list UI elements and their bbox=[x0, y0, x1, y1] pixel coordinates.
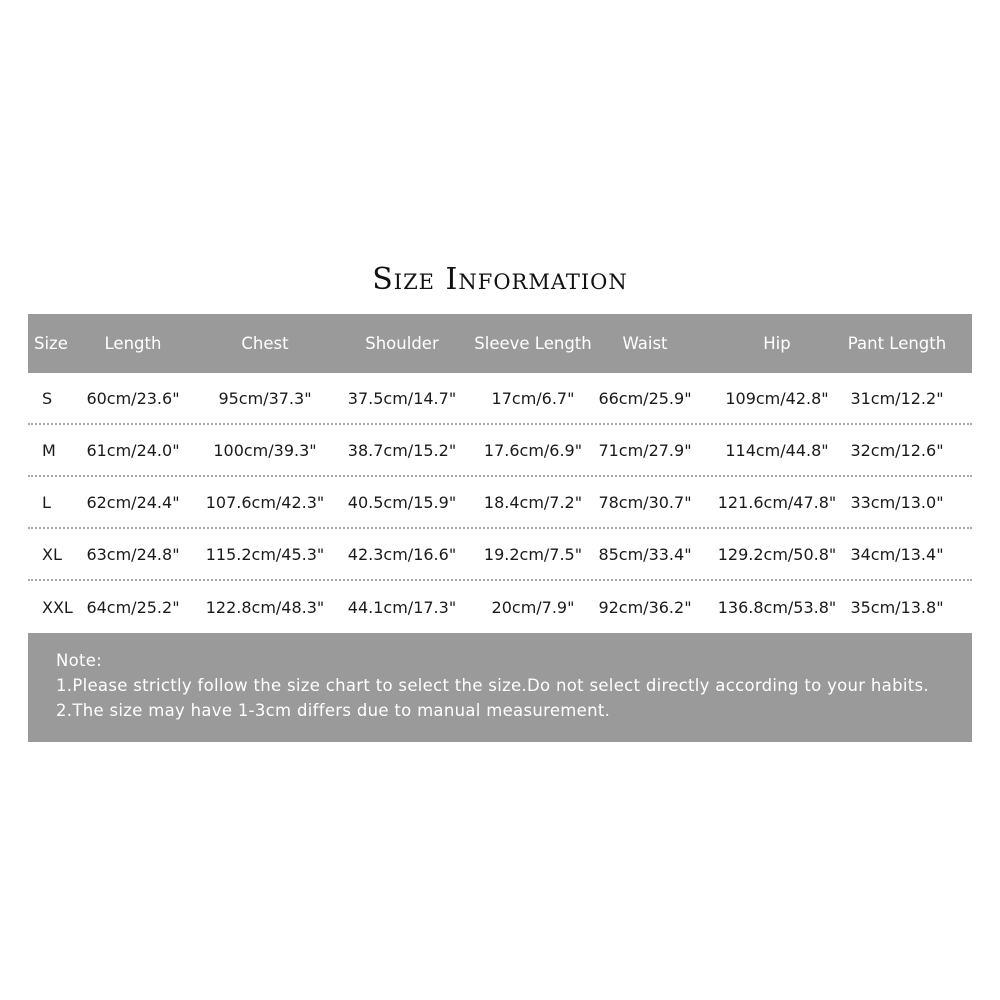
waist-cell: 85cm/33.4" bbox=[598, 544, 692, 564]
sleeve-length-cell: 19.2cm/7.5" bbox=[483, 544, 583, 564]
header-cell-hip: Hip bbox=[763, 334, 791, 353]
note-item: 2.The size may have 1-3cm differs due to manual measurement. bbox=[56, 701, 611, 720]
header-cell-sleeve-length: Sleeve Length bbox=[474, 334, 592, 353]
shoulder-cell: 44.1cm/17.3" bbox=[347, 597, 457, 617]
sleeve-length-cell: 20cm/7.9" bbox=[491, 597, 575, 617]
pant-length-cell: 32cm/12.6" bbox=[850, 440, 944, 460]
shoulder-cell: 40.5cm/15.9" bbox=[347, 492, 457, 512]
pant-length-cell: 35cm/13.8" bbox=[850, 597, 944, 617]
size-cell: M bbox=[42, 440, 56, 460]
length-cell: 61cm/24.0" bbox=[86, 440, 180, 460]
table-row bbox=[28, 477, 972, 529]
notes-heading: Note: bbox=[56, 651, 103, 670]
pant-length-cell: 31cm/12.2" bbox=[850, 388, 944, 408]
size-cell: XXL bbox=[42, 597, 73, 617]
length-cell: 63cm/24.8" bbox=[86, 544, 180, 564]
waist-cell: 71cm/27.9" bbox=[598, 440, 692, 460]
hip-cell: 129.2cm/50.8" bbox=[717, 544, 837, 564]
header-cell-pant-length: Pant Length bbox=[847, 334, 947, 353]
table-row bbox=[28, 581, 972, 633]
page-title: Size Information bbox=[372, 262, 628, 297]
chest-cell: 115.2cm/45.3" bbox=[205, 544, 325, 564]
hip-cell: 109cm/42.8" bbox=[725, 388, 829, 408]
shoulder-cell: 38.7cm/15.2" bbox=[347, 440, 457, 460]
size-cell: S bbox=[42, 388, 53, 408]
chest-cell: 100cm/39.3" bbox=[213, 440, 317, 460]
size-cell: L bbox=[42, 492, 51, 512]
waist-cell: 78cm/30.7" bbox=[598, 492, 692, 512]
notes-panel bbox=[28, 633, 972, 742]
pant-length-cell: 33cm/13.0" bbox=[850, 492, 944, 512]
sleeve-length-cell: 18.4cm/7.2" bbox=[483, 492, 583, 512]
length-cell: 62cm/24.4" bbox=[86, 492, 180, 512]
table-row bbox=[28, 425, 972, 477]
header-cell-size: Size bbox=[34, 334, 68, 353]
shoulder-cell: 42.3cm/16.6" bbox=[347, 544, 457, 564]
length-cell: 64cm/25.2" bbox=[86, 597, 180, 617]
size-cell: XL bbox=[42, 544, 62, 564]
header-cell-chest: Chest bbox=[241, 334, 289, 353]
pant-length-cell: 34cm/13.4" bbox=[850, 544, 944, 564]
table-row bbox=[28, 529, 972, 581]
note-item: 1.Please strictly follow the size chart to select the size.Do not select directly according to your habits. bbox=[56, 676, 929, 695]
waist-cell: 92cm/36.2" bbox=[598, 597, 692, 617]
sleeve-length-cell: 17cm/6.7" bbox=[491, 388, 575, 408]
shoulder-cell: 37.5cm/14.7" bbox=[347, 388, 457, 408]
size-table bbox=[28, 314, 972, 633]
hip-cell: 121.6cm/47.8" bbox=[717, 492, 837, 512]
header-cell-waist: Waist bbox=[622, 334, 668, 353]
chest-cell: 122.8cm/48.3" bbox=[205, 597, 325, 617]
waist-cell: 66cm/25.9" bbox=[598, 388, 692, 408]
sleeve-length-cell: 17.6cm/6.9" bbox=[483, 440, 583, 460]
header-cell-length: Length bbox=[104, 334, 162, 353]
header-cell-shoulder: Shoulder bbox=[365, 334, 439, 353]
hip-cell: 114cm/44.8" bbox=[725, 440, 829, 460]
chest-cell: 95cm/37.3" bbox=[218, 388, 312, 408]
chest-cell: 107.6cm/42.3" bbox=[205, 492, 325, 512]
hip-cell: 136.8cm/53.8" bbox=[717, 597, 837, 617]
length-cell: 60cm/23.6" bbox=[86, 388, 180, 408]
table-header-row bbox=[28, 314, 972, 373]
table-row bbox=[28, 373, 972, 425]
